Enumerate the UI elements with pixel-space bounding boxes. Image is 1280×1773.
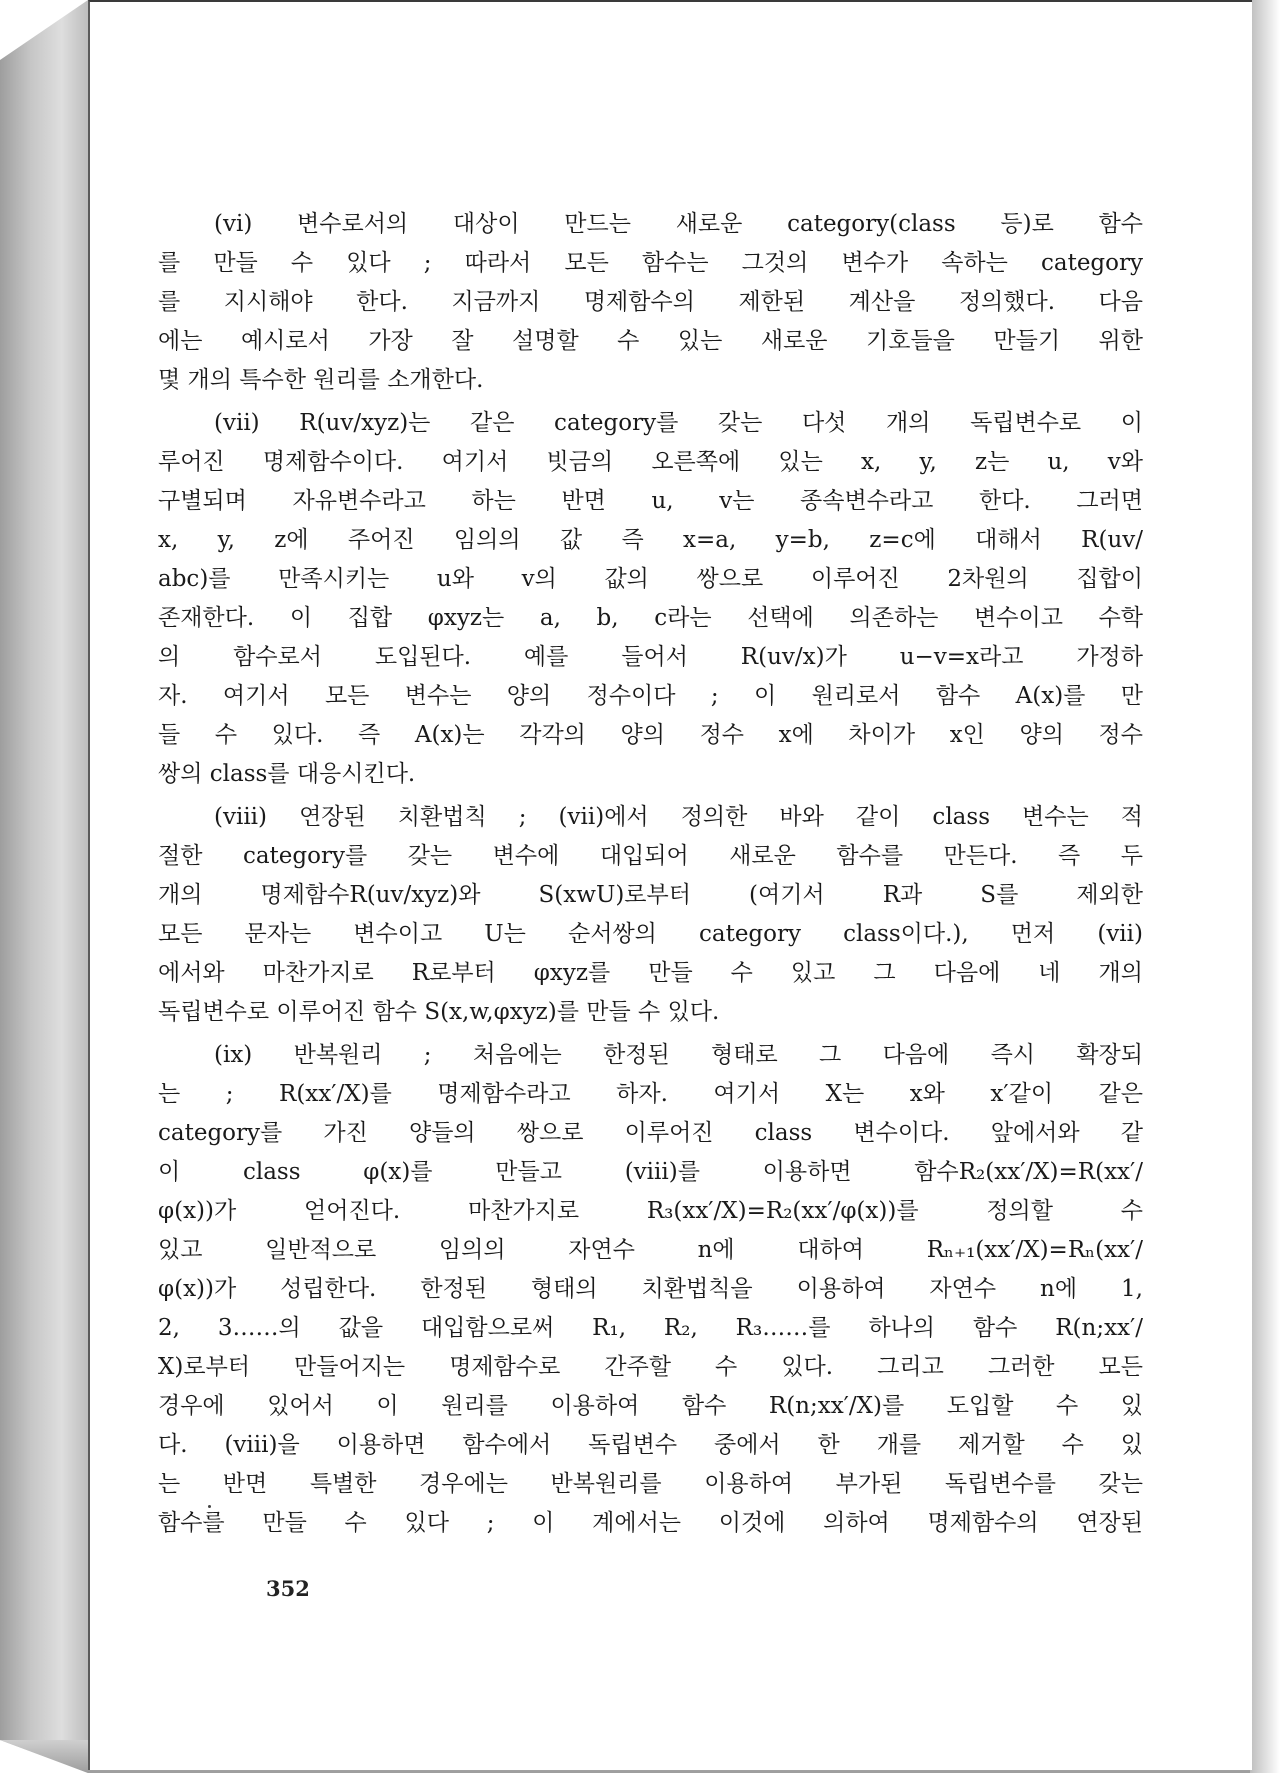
text-line: 를 만들 수 있다 ; 따라서 모든 함수는 그것의 변수가 속하는 category bbox=[158, 250, 1143, 276]
text-line: 들 수 있다. 즉 A(x)는 각각의 양의 정수 x에 차이가 x인 양의 정수 bbox=[158, 722, 1143, 748]
text-line: 이 class φ(x)를 만들고 (viii)를 이용하면 함수R₂(xx′/X)=R(xx′/ bbox=[158, 1159, 1143, 1185]
stray-dot bbox=[208, 1505, 211, 1508]
text-line: φ(x))가 성립한다. 한정된 형태의 치환법칙을 이용하여 자연수 n에 1, bbox=[158, 1276, 1143, 1302]
text-line: 절한 category를 갖는 변수에 대입되어 새로운 함수를 만든다. 즉 두 bbox=[158, 843, 1143, 869]
text-line: 루어진 명제함수이다. 여기서 빗금의 오른쪽에 있는 x, y, z는 u, v와 bbox=[158, 449, 1143, 475]
text-line: 함수를 만들 수 있다 ; 이 계에서는 이것에 의하여 명제함수의 연장된 bbox=[158, 1510, 1143, 1536]
text-line: 구별되며 자유변수라고 하는 반면 u, v는 종속변수라고 한다. 그러면 bbox=[158, 488, 1143, 514]
text-line: category를 가진 양들의 쌍으로 이루어진 class 변수이다. 앞에서와 같 bbox=[158, 1120, 1143, 1146]
text-line: 2, 3……의 값을 대입함으로써 R₁, R₂, R₃……를 하나의 함수 R(n;xx′/ bbox=[158, 1315, 1143, 1341]
text-line: (vii) R(uv/xyz)는 같은 category를 갖는 다섯 개의 독립변수로 이 bbox=[214, 410, 1143, 436]
book-spine-edge bbox=[0, 0, 88, 1773]
text-line: 쌍의 class를 대응시킨다. bbox=[158, 761, 416, 787]
text-line: 는 반면 특별한 경우에는 반복원리를 이용하여 부가된 독립변수를 갖는 bbox=[158, 1471, 1143, 1497]
text-line: 에서와 마찬가지로 R로부터 φxyz를 만들 수 있고 그 다음에 네 개의 bbox=[158, 960, 1143, 986]
text-line: 는 ; R(xx′/X)를 명제함수라고 하자. 여기서 X는 x와 x′같이 같은 bbox=[158, 1081, 1143, 1107]
page-number: 352 bbox=[266, 1576, 310, 1601]
text-line: (viii) 연장된 치환법칙 ; (vii)에서 정의한 바와 같이 class 변수는 적 bbox=[214, 804, 1143, 830]
text-line: 에는 예시로서 가장 잘 설명할 수 있는 새로운 기호들을 만들기 위한 bbox=[158, 328, 1143, 354]
text-line: 몇 개의 특수한 원리를 소개한다. bbox=[158, 367, 484, 393]
page-text bbox=[158, 205, 1143, 1547]
text-line: 모든 문자는 변수이고 U는 순서쌍의 category class이다.), 먼저 (vii) bbox=[158, 921, 1143, 947]
text-line: X)로부터 만들어지는 명제함수로 간주할 수 있다. 그리고 그러한 모든 bbox=[158, 1354, 1143, 1380]
text-line: (vi) 변수로서의 대상이 만드는 새로운 category(class 등)로 함수 bbox=[214, 211, 1143, 237]
text-line: x, y, z에 주어진 임의의 값 즉 x=a, y=b, z=c에 대해서 R(uv/ bbox=[158, 527, 1143, 553]
paragraph-ix bbox=[158, 1036, 1143, 1543]
text-line: 를 지시해야 한다. 지금까지 명제함수의 제한된 계산을 정의했다. 다음 bbox=[158, 289, 1143, 315]
text-line: 있고 일반적으로 임의의 자연수 n에 대하여 Rₙ₊₁(xx′/X)=Rₙ(xx′/ bbox=[158, 1237, 1143, 1263]
text-line: 독립변수로 이루어진 함수 S(x,w,φxyz)를 만들 수 있다. bbox=[158, 999, 720, 1025]
text-line: 존재한다. 이 집합 φxyz는 a, b, c라는 선택에 의존하는 변수이고 수학 bbox=[158, 605, 1143, 631]
text-line: 자. 여기서 모든 변수는 양의 정수이다 ; 이 원리로서 함수 A(x)를 만 bbox=[158, 683, 1143, 709]
text-line: abc)를 만족시키는 u와 v의 값의 쌍으로 이루어진 2차원의 집합이 bbox=[158, 566, 1143, 592]
text-line: (ix) 반복원리 ; 처음에는 한정된 형태로 그 다음에 즉시 확장되 bbox=[214, 1042, 1143, 1068]
page-right-shadow bbox=[1250, 0, 1280, 1773]
text-line: 다. (viii)을 이용하면 함수에서 독립변수 중에서 한 개를 제거할 수 있 bbox=[158, 1432, 1143, 1458]
text-line: 개의 명제함수R(uv/xyz)와 S(xwU)로부터 (여기서 R과 S를 제외한 bbox=[158, 882, 1143, 908]
paragraph-viii bbox=[158, 798, 1143, 1032]
paragraph-vi bbox=[158, 205, 1143, 400]
text-line: 경우에 있어서 이 원리를 이용하여 함수 R(n;xx′/X)를 도입할 수 있 bbox=[158, 1393, 1143, 1419]
text-line: 의 함수로서 도입된다. 예를 들어서 R(uv/x)가 u−v=x라고 가정하 bbox=[158, 644, 1143, 670]
paragraph-vii bbox=[158, 404, 1143, 794]
text-line: φ(x))가 얻어진다. 마찬가지로 R₃(xx′/X)=R₂(xx′/φ(x))를 정의할 수 bbox=[158, 1198, 1143, 1224]
